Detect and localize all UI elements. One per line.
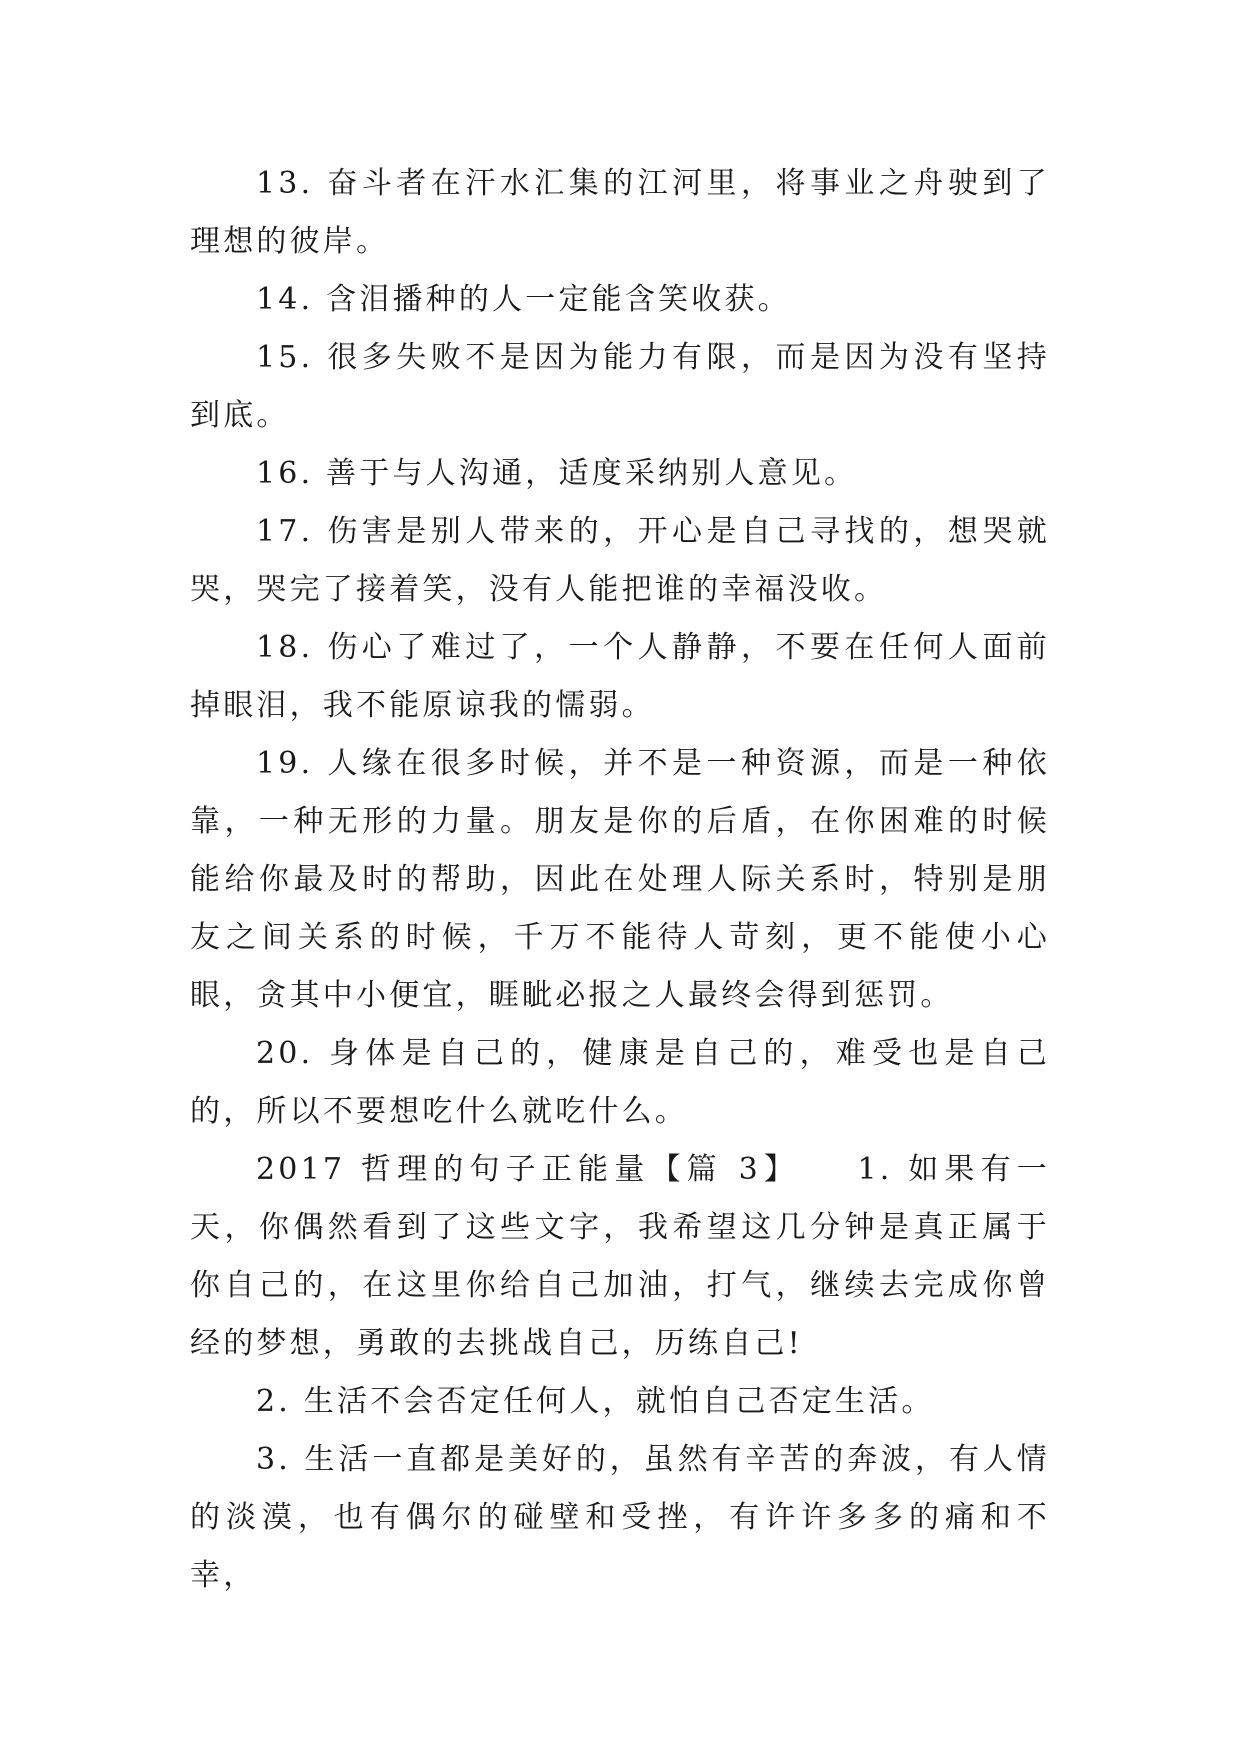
paragraph-20: 20. 身体是自己的，健康是自己的，难受也是自己的，所以不要想吃什么就吃什么。 <box>190 1036 1050 1129</box>
paragraph-3: 3. 生活一直都是美好的，虽然有辛苦的奔波，有人情的淡漠，也有偶尔的碰壁和受挫，有许许多多的痛和不幸， <box>190 1442 1050 1593</box>
paragraph-13: 13. 奋斗者在汗水汇集的江河里，将事业之舟驶到了理想的彼岸。 <box>190 166 1050 259</box>
paragraph-16: 16. 善于与人沟通，适度采纳别人意见。 <box>256 456 858 491</box>
paragraph-14: 14. 含泪播种的人一定能含笑收获。 <box>256 282 791 317</box>
document-body <box>190 155 1050 1605</box>
section-heading-paragraph: 2017 哲理的句子正能量【篇 3】 1. 如果有一天，你偶然看到了这些文字，我希望这几分钟是真正属于你自己的，在这里你给自己加油，打气，继续去完成你曾经的梦想，勇敢的去挑战自己，历练自己! <box>190 1152 1050 1361</box>
paragraph-19: 19. 人缘在很多时候，并不是一种资源，而是一种依靠，一种无形的力量。朋友是你的后盾，在你困难的时候能给你最及时的帮助，因此在处理人际关系时，特别是朋友之间关系的时候，千万不能待人苛刻，更不能使小心眼，贪其中小便宜，睚眦必报之人最终会得到惩罚。 <box>190 746 1050 1013</box>
paragraph-15: 15. 很多失败不是因为能力有限，而是因为没有坚持到底。 <box>190 340 1050 433</box>
paragraph-17: 17. 伤害是别人带来的，开心是自己寻找的，想哭就哭，哭完了接着笑，没有人能把谁的幸福没收。 <box>190 514 1050 607</box>
paragraph-18: 18. 伤心了难过了，一个人静静，不要在任何人面前掉眼泪，我不能原谅我的懦弱。 <box>190 630 1050 723</box>
paragraph-2: 2. 生活不会否定任何人，就怕自己否定生活。 <box>256 1384 935 1419</box>
